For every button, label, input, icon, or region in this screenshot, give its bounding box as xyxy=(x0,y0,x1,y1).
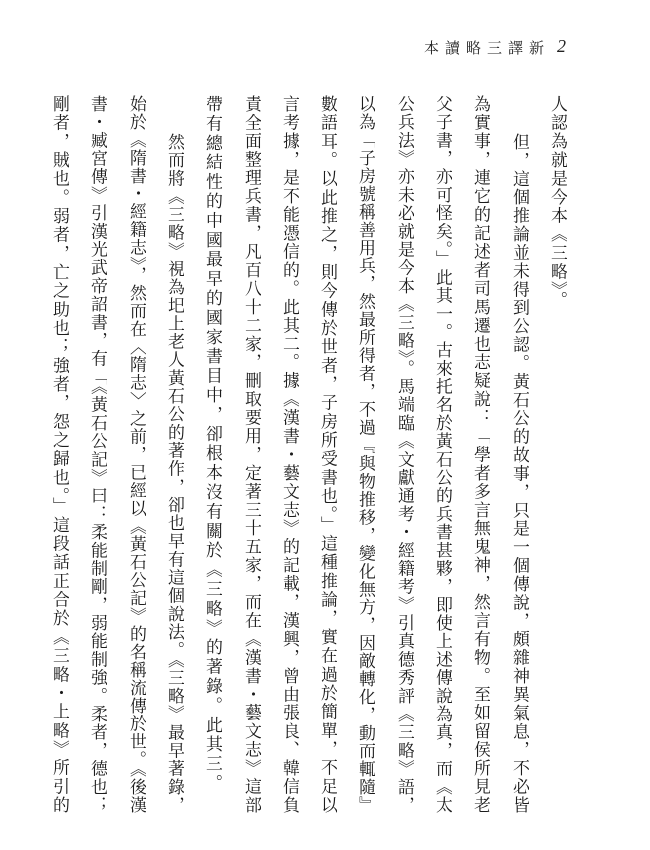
text-column-12: 始於《隋書・經籍志》，然而在〈隋志〉之前，已經以《黃石公記》的名稱流傳於世。《後漢 xyxy=(126,95,146,813)
text-column-2: 但，這個推論並未得到公認。黃石公的故事，只是一個傳說，頗雜神異氣息，不必皆 xyxy=(509,133,529,813)
text-column-9: 責全面整理兵書，凡百八十二家，刪取要用，定著三十五家，而在《漢書・藝文志》這部 xyxy=(241,95,261,813)
text-column-1: 人認為就是今本《三略》。 xyxy=(547,95,567,310)
text-column-5: 公兵法》亦未必就是今本《三略》。馬端臨《文獻通考・經籍考》引真德秀評《三略》語， xyxy=(394,95,414,813)
text-column-13: 書・臧宮傳》引漢光武帝詔書，有「《黃石公記》曰：柔能制剛，弱能制強。柔者，德也； xyxy=(87,95,107,813)
text-column-10: 帶有總結性的中國最早的國家書目中，卻根本沒有關於《三略》的著錄。此其三。 xyxy=(202,95,222,794)
text-column-11: 然而將《三略》視為圯上老人黃石公的著作，卻也早有這個說法。《三略》最早著錄， xyxy=(164,133,184,813)
text-column-3: 為實事，連它的記述者司馬遷也志疑說：「學者多言無鬼神，然言有物。至如留侯所見老 xyxy=(470,95,490,813)
running-head-book-title: 新譯三略讀本 xyxy=(424,39,551,57)
text-column-4: 父子書，亦可怪矣。」此其一。古來托名於黃石公的兵書甚夥，即使上述傳說為真，而《太 xyxy=(432,95,452,813)
text-column-7: 數語耳。以此推之，則今傳於世者，子房所受書也。」這種推論，實在過於簡單，不足以 xyxy=(317,95,337,813)
text-column-8: 言考據，是不能憑信的。此其二。據《漢書・藝文志》的記載，漢興，曾由張良、韓信負 xyxy=(279,95,299,813)
text-column-6: 以為「子房號稱善用兵，然最所得者，不過『與物推移，變化無方，因敵轉化，動而輒隨』 xyxy=(355,95,375,813)
page-number: 2 xyxy=(557,36,566,56)
text-column-14: 剛者，賊也。弱者，亡之助也；強者，怨之歸也。」這段話正合於《三略・上略》所引的 xyxy=(49,95,69,813)
